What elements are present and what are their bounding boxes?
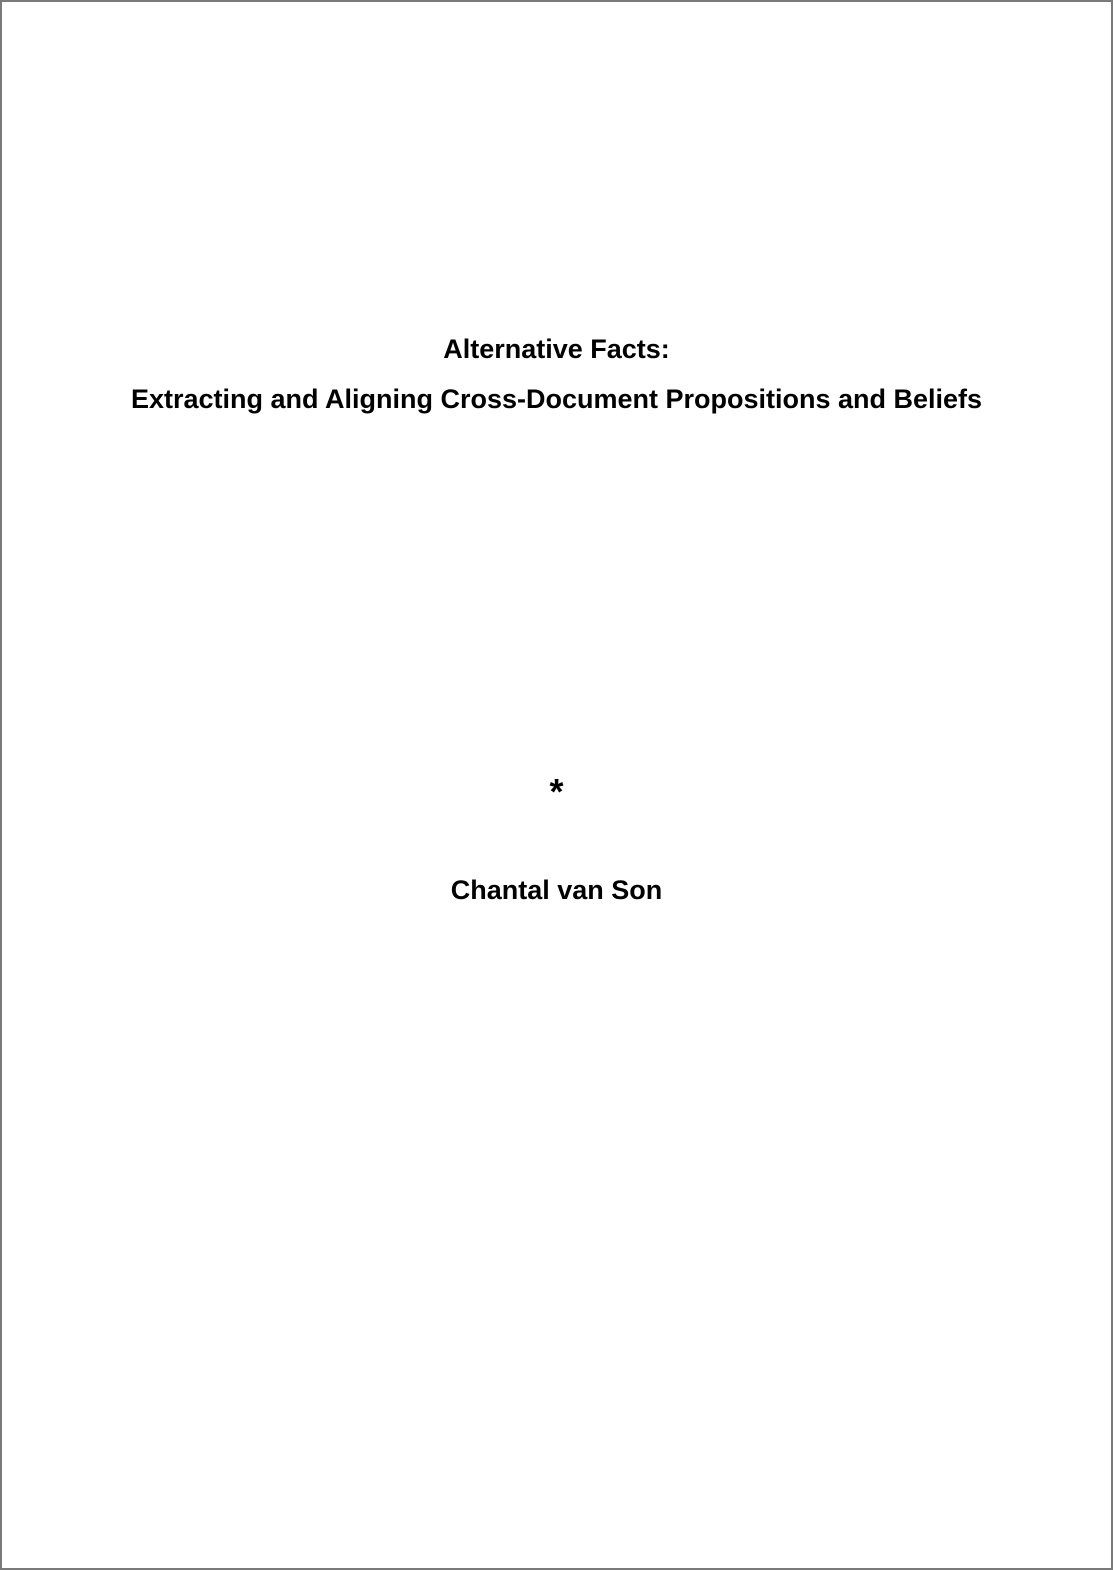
document-subtitle: Extracting and Aligning Cross-Document Propositions and Beliefs xyxy=(130,384,983,414)
author-name: Chantal van Son xyxy=(450,875,663,905)
document-title: Alternative Facts: xyxy=(443,334,670,364)
section-separator: * xyxy=(549,771,564,812)
